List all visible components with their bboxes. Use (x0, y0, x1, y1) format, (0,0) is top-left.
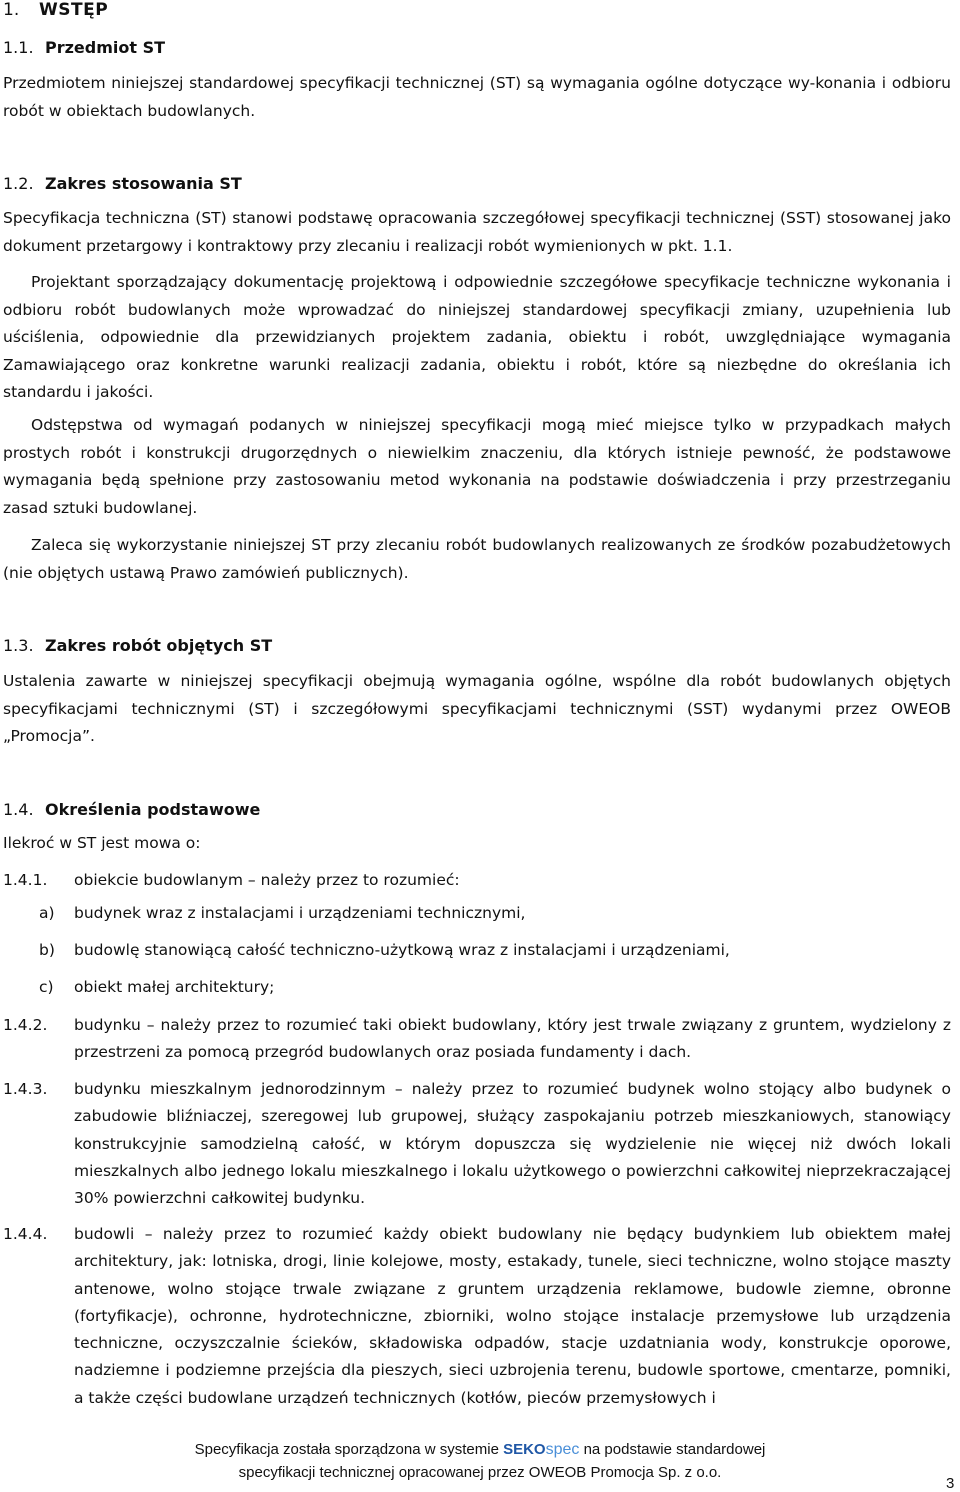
definition-number: 1.4.4. (3, 1225, 48, 1243)
list-label: a) (39, 904, 55, 922)
footer-text: na podstawie standardowej (583, 1441, 766, 1458)
intro-text: Ilekroć w ST jest mowa o: (3, 834, 201, 852)
subsection-heading (3, 38, 165, 57)
subsection-title: Przedmiot ST (45, 38, 166, 57)
subsection-heading (3, 174, 242, 193)
paragraph: Specyfikacja techniczna (ST) stanowi podstawę opracowania szczegółowej specyfikacji technicznej (SST) stosowanej jako dokument przetargowy i kontraktowy przy zlecaniu i realizacji robót wymienionych w pkt. 1.1. (3, 209, 951, 255)
definition-text: obiekcie budowlanym – należy przez to rozumieć: (74, 871, 460, 889)
subsection-number: 1.3. (3, 636, 34, 655)
subsection-number: 1.2. (3, 174, 34, 193)
definition-number: 1.4.1. (3, 871, 48, 889)
definition-item (3, 1012, 951, 1067)
definition-text: budynku mieszkalnym jednorodzinnym – należy przez to rozumieć budynek wolno stojący albo budynek o zabudowie bliźniaczej, szeregowej lub grupowej, służący zaspokajaniu potrzeb mieszkaniowych, stanowiący konstrukcyjnie samodzielną całość, w którym dopuszcza się wydzielenie nie więcej niż dwóch lokali mieszkalnych albo jednego lokalu mieszkalnego i lokalu użytkowego o powierzchni całkowitej nieprzekraczającej 30% powierzchni całkowitej budynku. (74, 1080, 951, 1208)
footer-line-2: specyfikacji technicznej opracowanej przez OWEOB Promocja Sp. z o.o. (238, 1464, 722, 1481)
subsection-number: 1.1. (3, 38, 34, 57)
list-label: c) (39, 978, 54, 996)
section-heading (3, 0, 108, 20)
subsection-title: Określenia podstawowe (45, 800, 261, 819)
subsection-title: Zakres stosowania ST (45, 174, 242, 193)
paragraph: Projektant sporządzający dokumentację projektową i odpowiednie szczegółowe specyfikacje techniczne wykonania i odbioru robót budowlanych może wprowadzać do niniejszej standardowej specyfikacji zmiany, uzupełnienia lub uściślenia, odpowiednie dla przewidzianych projektem zadania, obiektu i robót, uwzględniające wymagania Zamawiającego oraz konkretne warunki realizacji zadania, obiektu i robót, które są niezbędne do określania ich standardu i jakości. (3, 273, 951, 401)
seko-logo-text: SEKO (503, 1441, 546, 1458)
section-number: 1. (3, 0, 20, 20)
paragraph: Ustalenia zawarte w niniejszej specyfikacji obejmują wymagania ogólne, wspólne dla robót budowlanych objętych specyfikacjami technicznymi (ST) i szczegółowymi specyfikacjami technicznymi (SST) wydanymi przez OWEOB „Promocja”. (3, 672, 951, 745)
definition-item (3, 867, 951, 894)
paragraph: Odstępstwa od wymagań podanych w niniejszej specyfikacji mogą mieć miejsce tylko w przypadkach małych prostych robót i konstrukcji drugorzędnych o niewielkim znaczeniu, dla których istnieje pewność, że podstawowe wymagania będą spełnione przy zastosowaniu metod wykonania na podstawie doświadczenia i przy przestrzeganiu zasad sztuki budowlanej. (3, 416, 951, 517)
definition-item (3, 1076, 951, 1212)
definition-item (3, 1221, 951, 1412)
list-label: b) (39, 941, 55, 959)
subsection-heading (3, 800, 260, 819)
definition-text: budynku – należy przez to rozumieć taki obiekt budowlany, który jest trwale związany z gruntem, wydzielony z przestrzeni za pomocą przegród budowlanych oraz posiada fundamenty i dach. (74, 1016, 951, 1062)
definition-text: budowli – należy przez to rozumieć każdy obiekt budowlany nie będący budynkiem lub obiektem małej architektury, jak: lotniska, drogi, linie kolejowe, mosty, estakady, tunele, sieci techniczne, wolno stojące maszty antenowe, wolno stojące trwale związane z gruntem urządzenia reklamowe, budowle ziemne, obronne (fortyfikacje), ochronne, hydrotechniczne, zbiorniki, wolno stojące instalacje przemysłowe lub urządzenia techniczne, oczyszczalnie ścieków, składowiska odpadów, stacje uzdatniania wody, konstrukcje oporowe, nadziemne i podziemne przejścia dla pieszych, sieci uzbrojenia terenu, budowle sportowe, cmentarze, pomniki, a także części budowlane urządzeń technicznych (kotłów, pieców przemysłowych i (74, 1225, 951, 1407)
subsection-heading (3, 636, 272, 655)
section-title: WSTĘP (39, 0, 109, 20)
list-text: budynek wraz z instalacjami i urządzeniami technicznymi, (74, 904, 526, 922)
definition-number: 1.4.2. (3, 1016, 48, 1034)
list-text: budowlę stanowiącą całość techniczno-użytkową wraz z instalacjami i urządzeniami, (74, 941, 730, 959)
footer-text: Specyfikacja została sporządzona w systemie (194, 1441, 499, 1458)
subsection-number: 1.4. (3, 800, 34, 819)
footer-line-1 (0, 1438, 960, 1461)
definition-number: 1.4.3. (3, 1080, 48, 1098)
page-number: 3 (946, 1475, 955, 1492)
paragraph: Przedmiotem niniejszej standardowej specyfikacji technicznej (ST) są wymagania ogólne dotyczące wy-konania i odbioru robót w obiektach budowlanych. (3, 74, 951, 120)
page-footer (0, 1438, 960, 1484)
spec-logo-text: spec (545, 1441, 580, 1458)
subsection-title: Zakres robót objętych ST (45, 636, 273, 655)
list-text: obiekt małej architektury; (74, 978, 275, 996)
paragraph: Zaleca się wykorzystanie niniejszej ST przy zlecaniu robót budowlanych realizowanych ze środków pozabudżetowych (nie objętych ustawą Prawo zamówień publicznych). (3, 536, 951, 582)
